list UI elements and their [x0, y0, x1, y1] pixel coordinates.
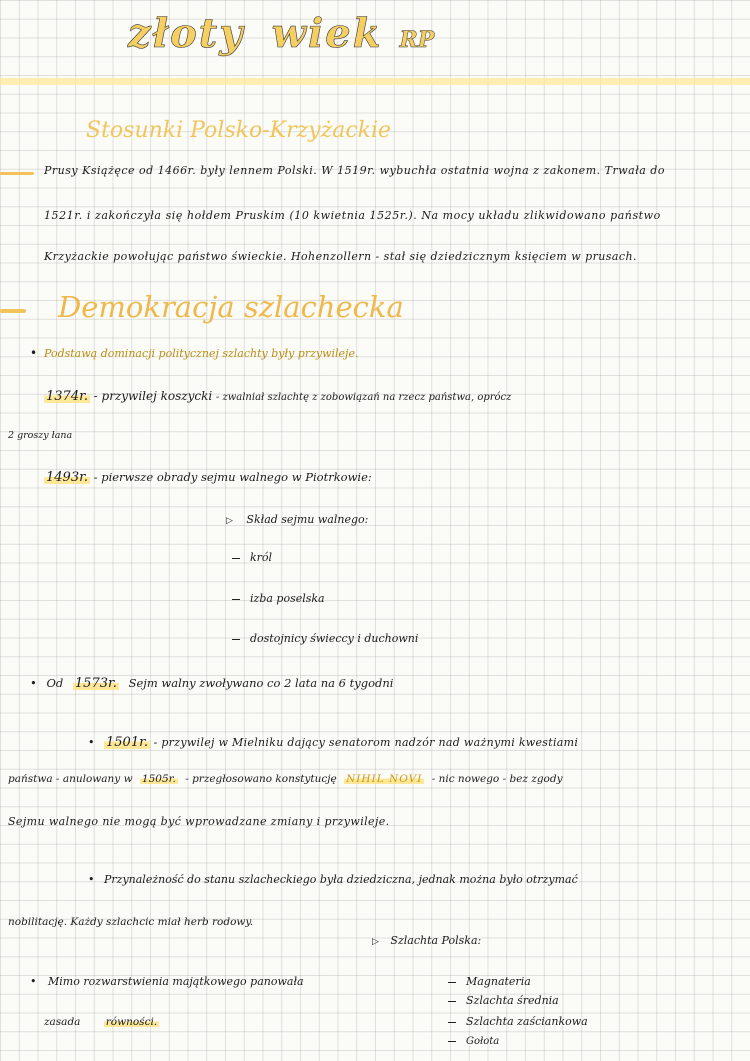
privilege-1374-name: - przywilej koszycki [93, 389, 213, 403]
intro-bullet: • [30, 346, 38, 360]
section1-bullet-dash [0, 172, 34, 175]
bullet-icon: • [30, 975, 37, 988]
sklad-item-dignitaries: dostojnicy świeccy i duchowni [232, 632, 418, 645]
section-heading-relations: Stosunki Polsko-Krzyżackie [86, 118, 392, 143]
year-1501: 1501r. [106, 735, 149, 750]
szlachta-item-middle: Szlachta średnia [448, 994, 559, 1007]
title-highlight-stripe [0, 78, 750, 85]
year-1573: 1573r. [74, 676, 117, 691]
section-heading-democracy: Demokracja szlachecka [58, 290, 404, 324]
privilege-1501-line [88, 735, 578, 750]
section1-line-1: Prusy Książęce od 1466r. były lennem Polski. W 1519r. wybuchła ostatnia wojna z zakonem. Trwała do [44, 164, 665, 177]
nobility-text: Przynależność do stanu szlacheckiego była dziedziczna, jednak można było otrzymać [104, 873, 578, 886]
sklad-title-text: Skład sejmu walnego: [246, 513, 369, 526]
sejm-1493-rest: - pierwsze obrady sejmu walnego w Piotrkowie: [93, 470, 372, 484]
sklad-item-king: król [232, 551, 272, 564]
privilege-1501-continuation: państwa - anulowany w 1505r. - przegłosowano konstytucję NIHIL NOVI - nic nowego - bez zgody [8, 773, 563, 785]
privilege-1374-continuation: 2 groszy łana [8, 430, 73, 441]
triangle-bullet-icon: ▷ [226, 516, 233, 526]
sklad-item-chamber: izba poselska [232, 592, 325, 605]
equality-continuation: zasada równości. [44, 1016, 158, 1028]
szlachta-item-petty: Szlachta zaściankowa [448, 1015, 588, 1028]
section2-bullet-dash [0, 309, 26, 313]
szlachta-item-magnates: Magnateria [448, 975, 531, 988]
privilege-1501-continuation-2: Sejmu walnego nie mogą być wprowadzane zmiany i przywileje. [8, 815, 390, 828]
year-1374: 1374r. [46, 389, 89, 404]
privilege-1374-line [44, 389, 511, 404]
year-1493: 1493r. [46, 470, 89, 485]
title-word-1: złoty [128, 10, 245, 57]
nobility-line [88, 873, 578, 886]
od-word: Od [46, 676, 64, 690]
sejm-1573-rest: Sejm walny zwoływano co 2 lata na 6 tygodni [128, 676, 394, 690]
szlachta-item-golota: Gołota [448, 1036, 499, 1047]
nobility-continuation: nobilitację. Każdy szlachcic miał herb rodowy. [8, 916, 254, 928]
equality-text: Mimo rozwarstwienia majątkowego panowała [48, 975, 304, 988]
sejm-1493-line [44, 470, 372, 485]
szlachta-title-text: Szlachta Polska: [390, 934, 482, 947]
section1-line-2: 1521r. i zakończyła się hołdem Pruskim (10 kwietnia 1525r.). Na mocy układu zlikwidowano państwo [44, 209, 661, 222]
intro-text: Podstawą dominacji politycznej szlachty były przywileje. [44, 347, 359, 360]
bullet-icon: • [88, 873, 95, 886]
szlachta-title [372, 934, 481, 947]
section1-line-3: Krzyżackie powołując państwo świeckie. Hohenzollern - stał się dziedzicznym księciem w prusach. [44, 250, 638, 263]
page-title [128, 10, 434, 70]
privilege-1374-rest: - zwalniał szlachtę z zobowiązań na rzecz państwa, oprócz [215, 392, 512, 403]
bullet-icon: • [30, 676, 37, 690]
equality-word: równości. [105, 1016, 158, 1028]
sklad-title [226, 513, 368, 526]
bullet-icon: • [88, 736, 95, 749]
nihil-novi: NIHIL NOVI [346, 773, 423, 785]
privilege-1501-rest: - przywilej w Mielniku dający senatorom nadzór nad ważnymi kwestiami [153, 736, 579, 749]
title-word-2: wiek [271, 10, 383, 57]
equality-line [30, 975, 304, 988]
title-suffix: RP [399, 27, 435, 53]
triangle-bullet-icon: ▷ [372, 937, 379, 947]
sejm-1573-line [30, 676, 393, 691]
year-1505: 1505r. [141, 773, 176, 785]
